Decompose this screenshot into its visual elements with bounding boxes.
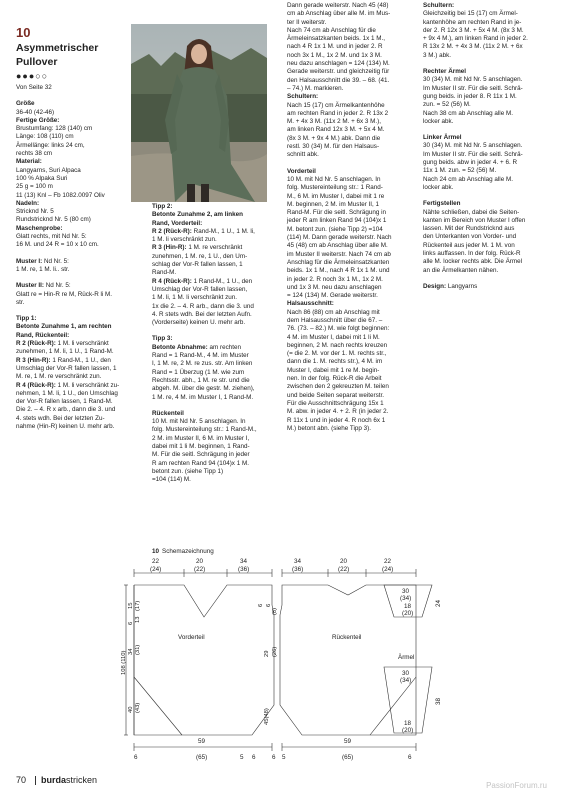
text-line: nen. In der folg. Rück-R die Arbeit [287,375,382,383]
svg-text:(34): (34) [400,677,412,684]
svg-text:5: 5 [240,754,244,761]
text-line: 1 M. re, 4 M. im Muster I, 1 Rand-M. [152,393,254,401]
schultern2-body [423,10,551,60]
svg-text:6: 6 [128,621,134,625]
text-line: abgeh. M. über die gestr. M. ziehen), [152,385,255,393]
svg-text:18: 18 [404,603,412,610]
text-line: 3 M.) abk. [423,51,451,59]
svg-text:(22): (22) [194,566,206,573]
text-line: und beide Seiten separat weiterstr. [287,391,384,399]
svg-text:34: 34 [128,648,134,655]
svg-text:22: 22 [152,558,160,565]
hals-heading: Halsausschnitt: [287,300,334,308]
tipp2-line: Rand-M. [152,269,177,277]
text-line: restl. 30 (34) M. für den Halsaus- [287,143,380,151]
design-credit: Design: Langyarns [423,282,478,290]
text-line: (= die 2. M. vor der 1. M. rechts str., [287,350,387,358]
svg-text:18: 18 [404,720,412,727]
rarm-body [423,76,551,126]
text-line: 45 (48) cm ab Anschlag über alle M. [287,242,388,250]
text-line: 10 M. mit Nd Nr. 5 anschlagen. In [152,418,246,426]
text-line: gung beids. in jeder 8. R 11x 1 M. [423,92,517,100]
tipp2-body [152,228,270,328]
tipp2-heading: Tipp 2: [152,203,173,210]
svg-text:(24): (24) [382,566,394,573]
svg-text:(34): (34) [400,595,412,602]
spec-fin_h: Fertige Größe: [16,116,60,124]
source-ref: Von Seite 32 [16,84,52,91]
tipp3-body [152,352,270,402]
spec-mp2: 16 M. und 24 R = 10 x 10 cm. [16,241,99,249]
fertig-heading: Fertigstellen [423,200,461,208]
tipp2-line: 1x die 2. – 4. R arb., dann die 3. und [152,302,254,310]
svg-text:6: 6 [272,754,276,761]
tipp1-line: nehmen, 1 M. li, 1 U., den Umschlag [16,389,118,397]
muster-2-desc2: str. [16,298,25,306]
text-line: = 124 (134) M. Gerade weiterstr. [287,292,378,300]
text-line: kantenhöhe am rechten Rand in je- [423,18,522,26]
spec-mat_h: Material: [16,158,42,166]
text-line: jeder R am linken Rand 94 (104)x 1 [287,217,387,225]
text-line: zwischen den 2 gekreuzten M. teilen [287,383,389,391]
spec-fin1: Brustumfang: 128 (140) cm [16,125,93,133]
tipp1-body [16,340,128,431]
larm-body [423,142,551,192]
text-line: kanten im Bereich von Muster I offen [423,216,526,224]
text-line: locker abk. [423,117,454,125]
tipp2-line: R 3 (Hin-R): 1 M. re verschränkt [152,244,243,252]
text-line: neu dazu anschlagen = 124 (134) M. [287,60,390,68]
text-line: folg. Mustereinteilung str.: 1 Rand- [287,184,383,192]
text-line: Ärmeleinsatzkanten beids. 1x 1 M., [287,35,385,43]
text-line: den Unterkanten von Vorder- und [423,233,517,241]
text-line: I, 1 M. re, 2 M. re zus. str. Am linken [152,360,253,368]
text-line: M. abw. in jeder 4. + 2. R (in jeder 2. [287,408,389,416]
muster-1: Muster I: Nd Nr. 5: [16,257,69,265]
rarm-heading: Rechter Ärmel [423,68,467,76]
text-line: 10 M. mit Nd Nr. 5 anschlagen. In [287,175,381,183]
fourth-column [423,2,551,291]
text-line: am linken Rand 12x 3 M. + 5x 4 M. [287,126,385,134]
text-line: Nach 86 (88) cm ab Anschlag mit [287,308,380,316]
tipp1-line: der Vor-R fallen lassen, 1 Rand-M. [16,398,113,406]
tipp1-subheading2: Rand, Rückenteil: [16,331,70,339]
text-line: Muster I, dabei mit 1 re M. begin- [287,366,380,374]
tipp1-line: Die 2. – 4. R x arb., dann die 3. und [16,406,116,414]
svg-text:(24): (24) [150,566,162,573]
pattern-title-line2: Pullover [16,56,58,68]
text-line: Nach 24 cm ab Anschlag alle M. [423,175,513,183]
text-line: R 11x 1 und in jeder 4. R noch 6x 1 [287,416,386,424]
text-line: cm ab Anschlag über alle M. im Mus- [287,10,391,18]
tipp2-line: R 4 (Rück-R): 1 Rand-M., 1 U., den [152,277,253,285]
larm-heading: Linker Ärmel [423,134,462,142]
schultern1-body [287,102,412,160]
text-line: schnitt abk. [287,151,319,159]
text-line: Rechtsstr. abh., 1 M. re str. und die [152,376,250,384]
text-line: 11x 1 M. zun. = 52 (56) M. [423,167,497,175]
vorder-heading: Vorderteil [287,167,316,175]
text-line: am rechten Rand in jeder 2. R 13x 2 [287,109,389,117]
text-line: zun. = 52 (56) M. [423,101,471,109]
rueckenteil-label: Rückenteil [332,634,362,641]
svg-text:(8): (8) [272,607,278,615]
tipp2-line: zunehmen, 1 M. re, 1 U., den Um- [152,252,248,260]
text-line: + 9x 4 M.), am linken Rand in jeder 2. [423,35,528,43]
tipp2-line: Umschlag der Vor-R fallen lassen, [152,285,248,293]
tipp1-line: R 3 (Hin-R): 1 Rand-M., 1 U., den [16,356,111,364]
spec-mat2: 100 % Alpaka Suri [16,174,68,182]
tipp1-heading: Tipp 1: [16,315,37,323]
text-line: an die Ärmelkanten nähen. [423,266,499,274]
text-line: Nach 15 (17) cm Ärmelkantenhöhe [287,101,385,109]
text-line: R am rechten Rand 94 (104)x 1 M. [152,459,249,467]
svg-text:108 (110): 108 (110) [121,650,127,675]
difficulty-rating: ●●●○○ [16,71,49,81]
vorderteil-outline [134,585,274,735]
svg-text:5: 5 [282,754,286,761]
text-line: noch 3x 1 M., 1x 2 M. und 1x 3 M. [287,51,382,59]
watermark: PassionForum.ru [486,781,547,790]
text-line: lassen. Mit der Rundstricknd aus [423,225,515,233]
text-line: Nach 74 cm ab Anschlag für die [287,26,376,34]
text-line: Für die Ausschnittschrägung 15x 1 [287,399,384,407]
spec-mat3: 25 g = 100 m [16,183,53,191]
svg-text:30: 30 [402,670,410,677]
text-line: der 2. R 12x 3 M. + 5x 4 M. (8x 3 M. [423,26,524,34]
tipp3-first: Betonte Abnahme: am rechten [152,343,241,351]
tipp2-line: schlag der Vor-R fallen lassen, 1 [152,261,243,269]
hals-body [287,309,412,433]
text-line: M. beginnen, 2 M. im Muster II, 1 [287,200,380,208]
svg-text:30: 30 [402,588,410,595]
text-line: Rand-M. Für die seitl. Schrägung in [287,209,387,217]
svg-text:22: 22 [384,558,392,565]
text-line: M.) betont abn. (siehe Tipp 3). [287,424,372,432]
tipp2-line: R 2 (Rück-R): Rand-M., 1 U., 1 M. li, [152,227,255,235]
tipp1-line: Umschlag der Vor-R fallen lassen, 1 [16,364,117,372]
text-line: – 74.) M. markieren. [287,84,344,92]
text-line: 4 M. im Muster I, dabei mit 1 li M. [287,333,380,341]
text-line: beids. 1x 1 M., nach 4 R 1x 1 M. und [287,267,390,275]
svg-text:45(48): 45(48) [264,708,270,725]
text-line: den Halsausschnitt die 39. – 68. (41. [287,76,390,84]
text-line: Anschlag für die Ärmeleinsatzkanten [287,258,390,266]
spec-fin3: Ärmellänge: links 24 cm, [16,141,85,149]
tipp2-line: 4. R stets wdh. Bei der letzten Aufn. [152,310,252,318]
tipp1-subheading: Betonte Zunahme 1, am rechten [16,323,112,331]
tipp2-line: 1 M. li verschränkt zun. [152,236,217,244]
svg-text:6: 6 [258,603,264,607]
tipp1-line: nahme (Hin-R) keinen U. mehr arb. [16,422,115,430]
vorderteil-label: Vorderteil [178,634,205,641]
text-line: dann die 1. M. rechts str.), 4 M. im [287,358,383,366]
svg-text:(17): (17) [135,600,141,611]
text-line: (8x 3 M. + 9x 4 M.) abk. Dann die [287,134,381,142]
diagram-caption-number: 10 [152,548,160,555]
svg-text:(20): (20) [402,610,414,617]
spec-mp1: Glatt rechts, mit Nd Nr. 5: [16,233,87,241]
svg-text:6: 6 [408,754,412,761]
text-line: dabei mit 1 li M. beginnen, 1 Rand- [152,443,250,451]
pattern-title-line1: Asymmetrischer [16,42,99,54]
tipp2-subheading2: Rand, Vorderteil: [152,219,203,227]
svg-text:(22): (22) [338,566,350,573]
text-line: R 13x 2 M. + 4x 3 M. (11x 2 M. + 6x [423,43,523,51]
svg-text:(65): (65) [342,754,354,761]
tipp1-line: R 4 (Rück-R): 1 M. li verschränkt zu- [16,381,120,389]
tipp1-line: 4. stets wdh. Bei der letzten Zu- [16,414,105,422]
svg-text:20: 20 [196,558,204,565]
text-line: betont zun. (siehe Tipp 1) [152,467,224,475]
rueckenteil-outline [280,585,416,735]
text-line: alle M. locker rechts abk. Die Ärmel [423,258,523,266]
text-line: Rückenteil aus jeder M. 1 M. von [423,241,515,249]
text-line: gung beids. abw in jeder 4. + 6. R [423,159,517,167]
text-line: =104 (114) M. [152,476,191,484]
text-line: M. Für die seitl. Schrägung in jeder [152,451,250,459]
second-column [152,203,270,485]
svg-text:34: 34 [240,558,248,565]
brand-name: burdastricken [41,775,98,785]
text-line: Rand = 1 Rand-M., 4 M. im Muster [152,352,249,360]
spec-fin2: Länge: 108 (110) cm [16,133,74,141]
svg-text:(65): (65) [196,754,208,761]
svg-text:13: 13 [135,616,141,623]
model-photo [131,24,267,202]
svg-text:6: 6 [266,603,272,607]
spec-mat1: Langyarns, Suri Alpaca [16,166,81,174]
text-line: Im Muster II str. Für die seitl. Schrä- [423,84,523,92]
spec-mat4: 11 (13) Knl – Fb 1082.0097 Oliv [16,191,105,199]
svg-text:(20): (20) [402,727,414,734]
third-column [287,2,412,433]
svg-text:34: 34 [294,558,302,565]
svg-text:(26): (26) [272,646,278,657]
text-line: beginnen, 2 M. nach rechts kreuzen [287,341,388,349]
text-line: folg. Mustereinteilung str.: 1 Rand-M., [152,426,257,434]
muster-2-desc: Glatt re = Hin-R re M, Rück-R li M. [16,290,113,298]
svg-text:(36): (36) [292,566,304,573]
spec-size: 36-40 (42-46) [16,108,55,116]
tipp3-heading: Tipp 3: [152,335,173,343]
text-line: M. + 4x 3 M. (11x 2 M. + 6x 3 M.), [287,118,382,126]
svg-text:15: 15 [128,602,134,609]
svg-text:(43): (43) [135,702,141,713]
text-line: im Muster II weiterstr. Nach 74 cm ab [287,250,391,258]
text-line: Gleichzeitig bei 15 (17) cm Ärmel- [423,10,518,18]
fertig-body [423,209,551,275]
text-line: Im Muster II str. Für die seitl. Schrä- [423,150,523,158]
vorder-body [287,176,412,300]
diagram-caption: Schemazeichnung [162,548,214,555]
text-line: Dann gerade weiterstr. Nach 45 (48) [287,2,389,9]
spec-mp_h: Maschenprobe: [16,224,63,232]
svg-text:(31): (31) [135,644,141,655]
spec-fin4: rechts 38 cm [16,150,53,158]
text-line: (114) M. Dann gerade weiterstr. Nach [287,234,392,242]
schultern2-heading: Schultern: [423,2,455,9]
spec-nad2: Rundstricknd Nr. 5 (80 cm) [16,216,91,224]
text-line: nach 4 R 1x 1 M. und in jeder 2. R [287,43,383,51]
svg-text:59: 59 [344,738,352,745]
pattern-number: 10 [16,25,31,40]
text-line: und 1x 3 M. neu dazu anschlagen [287,283,382,291]
muster-1-desc: 1 M. re, 1 M. li.. str. [16,265,70,273]
text-line: locker abk. [423,183,454,191]
text-line: links auffassen. In der folg. Rück-R [423,250,521,258]
spec-nad_h: Nadeln: [16,199,40,207]
ruecken-body [152,418,270,484]
text-line: 2 M. im Muster II, 6 M. im Muster I, [152,434,250,442]
text-line: M. betont zun. (siehe Tipp 2) =104 [287,225,383,233]
muster-2: Muster II: Nd Nr. 5: [16,282,71,290]
schematic-diagram [122,545,452,775]
tipp1-line: R 2 (Rück-R): 1 M. li verschränkt [16,340,109,348]
page-number: 70 [16,775,27,785]
svg-text:20: 20 [340,558,348,565]
left-column [16,26,128,431]
svg-text:29: 29 [264,650,270,657]
text-line: Gerade weiterstr. und gleichzeitig für [287,68,390,76]
svg-text:40: 40 [128,706,134,713]
svg-text:38: 38 [435,697,442,705]
svg-text:59: 59 [198,738,206,745]
tipp2-line: (Vorderseite) keinen U. mehr arb. [152,319,246,327]
text-line: 76. (73. – 82.) M. wie folgt beginnen: [287,325,390,333]
tipp2-line: 1 M. li, 1 M. li verschränkt zun. [152,294,238,302]
svg-text:6: 6 [252,754,256,761]
tipp1-line: zunehmen, 1 M. li, 1 U., 1 Rand-M. [16,348,114,356]
text-line: dem Halsausschnitt über die 67. – [287,316,383,324]
aermel-label: Ärmel [398,654,415,661]
svg-text:6: 6 [134,754,138,761]
svg-text:(36): (36) [238,566,250,573]
text-line: M., 6 M. im Muster I, dabei mit 1 re [287,192,385,200]
tipp2-subheading: Betonte Zunahme 2, am linken [152,211,243,219]
text-line: ter II weiterstr. [287,18,327,26]
text-line: 30 (34) M. mit Nd Nr. 5 anschlagen. [423,142,523,150]
text-line: Nach 38 cm ab Anschlag alle M. [423,109,513,117]
ruecken-heading: Rückenteil [152,409,184,417]
text-line: Nähte schließen, dabei die Seiten- [423,208,520,216]
schultern1-heading: Schultern: [287,93,319,101]
page-footer [16,775,97,785]
text-line: 30 (34) M. mit Nd Nr. 5 anschlagen. [423,76,523,84]
spec-nad1: Stricknd Nr. 5 [16,208,54,216]
spec-size_h: Größe [16,100,35,108]
svg-text:24: 24 [435,599,442,607]
tipp1-line: M. re, 1 M. re verschränkt zun. [16,373,102,381]
ruecken-continued [287,2,412,93]
text-line: Rand = 1 Überzug (1 M. wie zum [152,368,245,376]
specs-list [16,100,128,249]
text-line: in jeder 2. R noch 3x 1 M., 1x 2 M. [287,275,383,283]
